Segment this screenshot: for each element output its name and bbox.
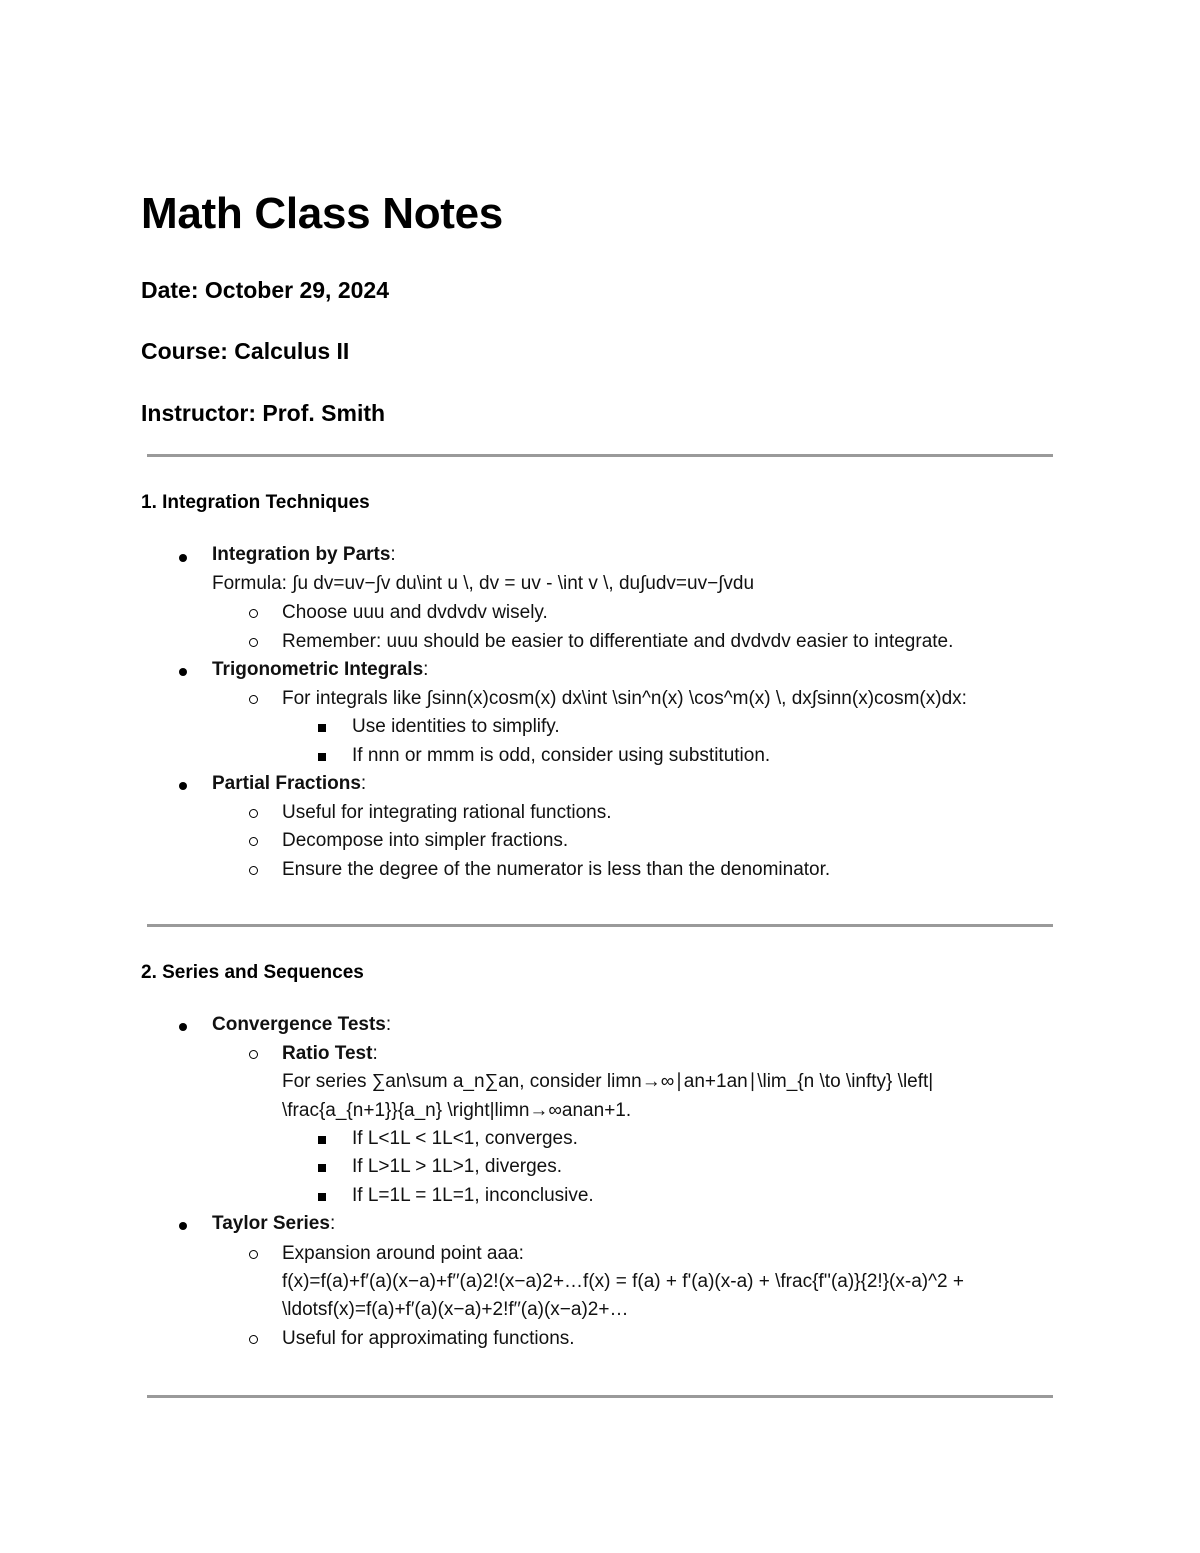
square-bullet-icon [318,1164,326,1172]
list-item-trigonometric-integrals [212,658,428,682]
circle-bullet-icon [249,866,258,875]
course-line: Course: Calculus II [141,338,350,364]
square-bullet-icon [318,753,326,761]
list-item: Remember: uuu should be easier to differentiate and dvdvdv easier to integrate. [282,631,954,652]
ratio-test-formula-line: For series ∑an\sum a_n∑an, consider limn→∞∣an+1an∣\lim_{n \to \infty} \left| [282,1071,934,1092]
square-bullet-icon [318,1136,326,1144]
disc-bullet-icon [179,1023,187,1031]
list-item: Useful for approximating functions. [282,1328,575,1349]
list-item: If L>1L > 1L>1, diverges. [352,1156,563,1177]
horizontal-rule [147,924,1053,927]
circle-bullet-icon [249,1335,258,1344]
taylor-formula-line: f(x)=f(a)+f′(a)(x−a)+f′′(a)2!(x−a)2+…f(x) = f(a) + f'(a)(x-a) + \frac{f''(a)}{2!}(x-a)^2 + [282,1271,964,1292]
term-label: Trigonometric Integrals [212,659,424,680]
ratio-test-formula-line: \frac{a_{n+1}}{a_n} \right|limn→∞anan+1. [282,1100,632,1121]
list-item: For integrals like ∫sinn(x)cosm(x) dx\int \sin^n(x) \cos^m(x) \, dx∫sinn(x)cosm(x)dx: [282,688,967,709]
horizontal-rule [147,454,1053,457]
square-bullet-icon [318,1193,326,1201]
horizontal-rule [147,1395,1053,1398]
page-title: Math Class Notes [141,189,503,238]
list-item-ratio-test [282,1042,378,1066]
circle-bullet-icon [249,1050,258,1059]
term-label: Ratio Test [282,1043,373,1064]
disc-bullet-icon [179,668,187,676]
list-item: Decompose into simpler fractions. [282,830,569,851]
list-item-integration-by-parts [212,543,396,567]
list-item-partial-fractions [212,772,366,796]
instructor-line: Instructor: Prof. Smith [141,400,386,426]
list-item: Useful for integrating rational functions. [282,802,612,823]
list-item: If L=1L = 1L=1, inconclusive. [352,1185,594,1206]
term-suffix: : [423,659,429,680]
list-item-taylor-series [212,1212,335,1236]
circle-bullet-icon [249,837,258,846]
term-suffix: : [385,1014,392,1035]
date-line: Date: October 29, 2024 [141,277,390,303]
list-item: Choose uuu and dvdvdv wisely. [282,602,548,623]
circle-bullet-icon [249,1250,258,1259]
list-item: Ensure the degree of the numerator is less than the denominator. [282,859,831,880]
section-heading-series-and-sequences: 2. Series and Sequences [141,962,364,983]
formula-line: Formula: ∫u dv=uv−∫v du\int u \, dv = uv - \int v \, du∫udv=uv−∫vdu [212,573,755,594]
term-label: Convergence Tests [212,1014,386,1035]
term-label: Integration by Parts [212,544,391,565]
disc-bullet-icon [179,782,187,790]
list-item: Expansion around point aaa: [282,1243,524,1264]
circle-bullet-icon [249,809,258,818]
section-heading-integration-techniques: 1. Integration Techniques [141,492,370,513]
list-item: Use identities to simplify. [352,716,560,737]
circle-bullet-icon [249,695,258,704]
term-suffix: : [329,1213,336,1234]
circle-bullet-icon [249,638,258,647]
list-item: If L<1L < 1L<1, converges. [352,1128,578,1149]
term-suffix: : [390,544,396,565]
list-item: If nnn or mmm is odd, consider using substitution. [352,745,771,766]
term-suffix: : [360,773,367,794]
circle-bullet-icon [249,609,258,618]
term-suffix: : [372,1043,378,1064]
term-label: Partial Fractions [212,773,361,794]
list-item-convergence-tests [212,1013,391,1037]
taylor-formula-line: \ldotsf(x)=f(a)+f′(a)(x−a)+2!f′′(a)(x−a)2+… [282,1299,629,1320]
term-label: Taylor Series [212,1213,330,1234]
square-bullet-icon [318,724,326,732]
disc-bullet-icon [179,554,187,562]
disc-bullet-icon [179,1222,187,1230]
